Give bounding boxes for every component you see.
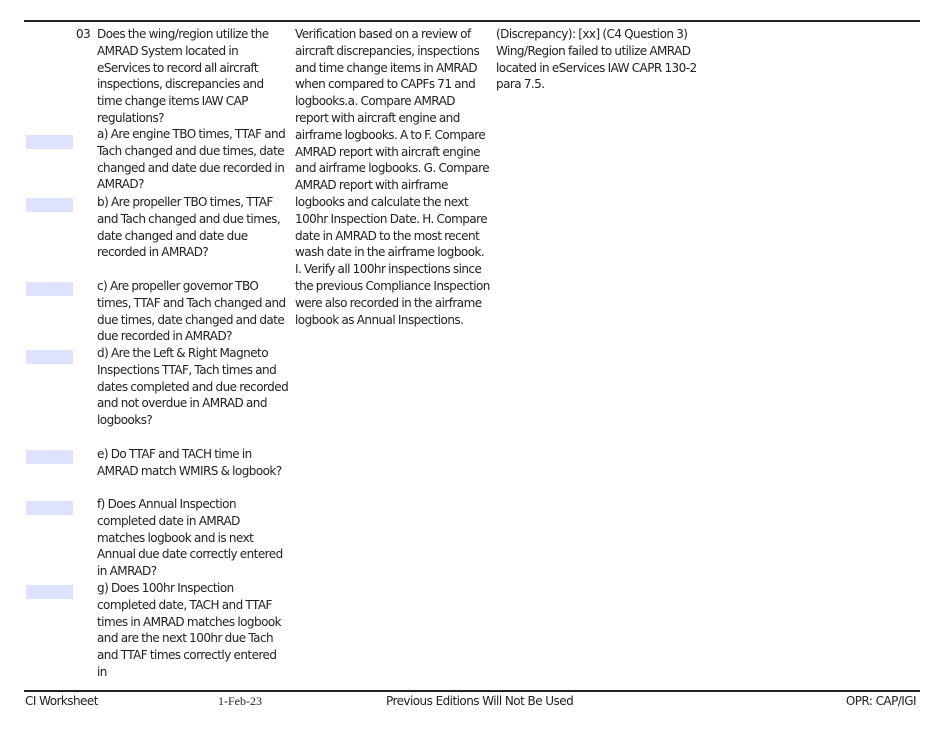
footer-opr: OPR: CAP/IGI bbox=[845, 694, 916, 708]
sub-question-f: f) Does Annual Inspection completed date in AMRAD matches logbook and is next Annual due date correctly entered in AMRAD? bbox=[97, 497, 283, 579]
question-text: Does the wing/region utilize the AMRAD System located in eServices to record all aircraft inspections, discrepancies and time change items IAW CAP regulations? bbox=[97, 27, 269, 125]
sub-question-d: d) Are the Left & Right Magneto Inspections TTAF, Tach times and dates completed and due recorded and not overdue in AMRAD and logbooks? bbox=[97, 346, 289, 428]
response-box-a[interactable] bbox=[26, 135, 73, 149]
response-box-c[interactable] bbox=[26, 282, 73, 296]
response-box-g[interactable] bbox=[26, 585, 73, 599]
verification-text: Verification based on a review of aircraft discrepancies, inspections and time change items in AMRAD when compared to CAPFs 71 and logbooks.a. Compare AMRAD report with aircraft engine and airframe logbooks. A to F. Compare AMRAD report with aircraft engine and airframe logbooks. G. Compare AMRAD report with airframe logbooks and calculate the next 100hr Inspection Date. H. Compare date in AMRAD to the most recent wash date in the airframe logbook. I. Verify all 100hr inspections since the previous Compliance Inspection were also recorded in the airframe logbook as Annual Inspections. bbox=[295, 27, 490, 327]
response-box-f[interactable] bbox=[26, 501, 73, 515]
response-box-b[interactable] bbox=[26, 198, 73, 212]
sub-question-a: a) Are engine TBO times, TTAF and Tach changed and due times, date changed and date due recorded in AMRAD? bbox=[97, 127, 286, 192]
response-box-d[interactable] bbox=[26, 350, 73, 364]
discrepancy-text: (Discrepancy): [xx] (C4 Question 3) Wing/Region failed to utilize AMRAD located in eServices IAW CAPR 130-2 para 7.5. bbox=[496, 27, 697, 92]
footer-date: 1-Feb-23 bbox=[218, 694, 262, 708]
footer-notice: Previous Editions Will Not Be Used bbox=[386, 694, 574, 708]
sub-question-e: e) Do TTAF and TACH time in AMRAD match WMIRS & logbook? bbox=[97, 447, 282, 478]
sub-question-b: b) Are propeller TBO times, TTAF and Tach changed and due times, date changed and date due recorded in AMRAD? bbox=[97, 195, 281, 260]
sub-question-c: c) Are propeller governor TBO times, TTAF and Tach changed and due times, date changed and date due recorded in AMRAD? bbox=[97, 279, 286, 344]
footer-form-name: CI Worksheet bbox=[25, 694, 98, 708]
footer-rule bbox=[24, 690, 920, 692]
sub-question-g: g) Does 100hr Inspection completed date, TACH and TTAF times in AMRAD matches logbook and are the next 100hr due Tach and TTAF times correctly entered in bbox=[97, 581, 282, 679]
response-box-e[interactable] bbox=[26, 450, 73, 464]
header-rule bbox=[24, 20, 920, 22]
question-number: 03 bbox=[76, 27, 91, 41]
